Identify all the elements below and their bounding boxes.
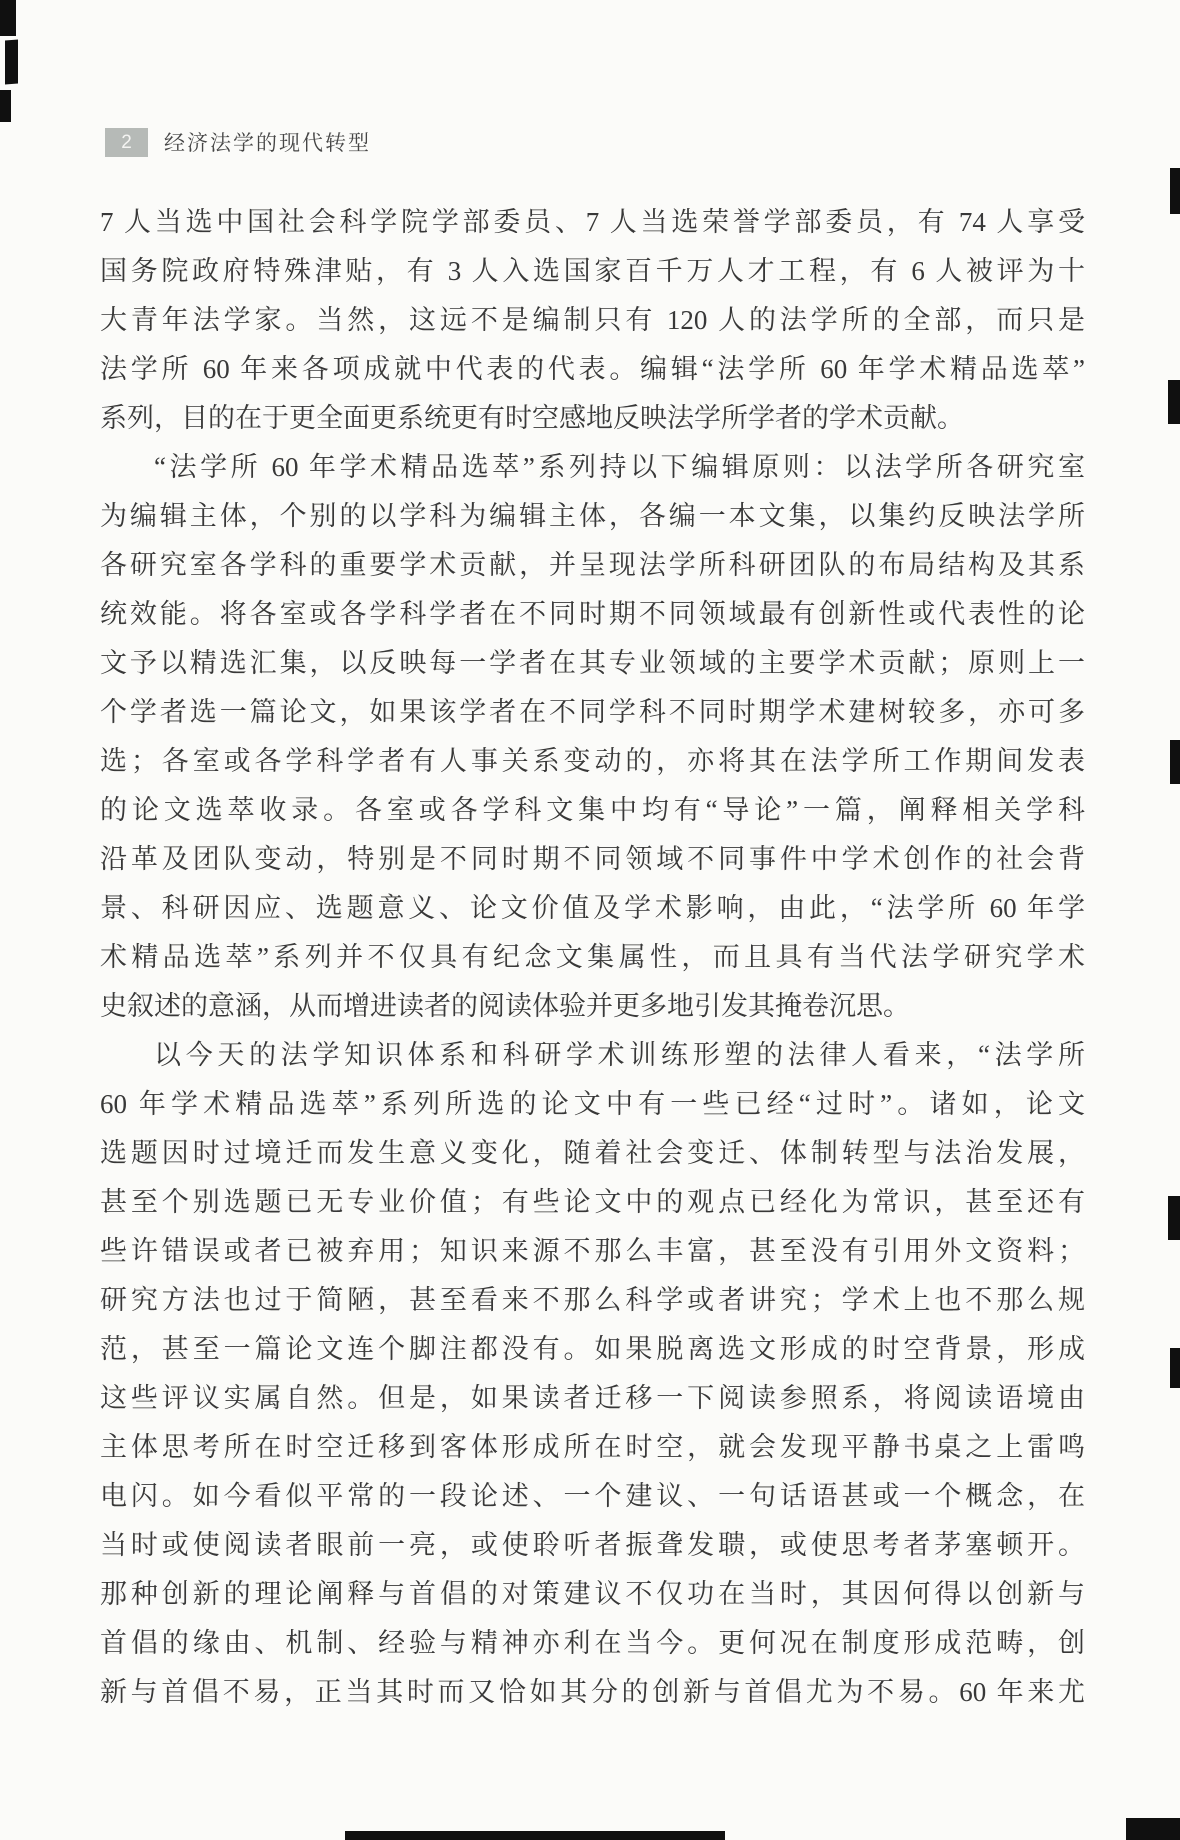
text-line: 大青年法学家。当然，这远不是编制只有 120 人的法学所的全部，而只是 [100, 305, 1085, 335]
paragraph [100, 443, 1085, 1031]
text-line: 新与首倡不易，正当其时而又恰如其分的创新与首倡尤为不易。60 年来尤 [100, 1677, 1085, 1707]
text-line: 研究方法也过于简陋，甚至看来不那么科学或者讲究；学术上也不那么规 [100, 1285, 1085, 1315]
text-line: 的论文选萃收录。各室或各学科文集中均有“导论”一篇，阐释相关学科 [100, 795, 1085, 825]
text-line: 以今天的法学知识体系和科研学术训练形塑的法律人看来，“法学所 [154, 1040, 1085, 1070]
page-header [105, 127, 371, 157]
text-line: 法学所 60 年来各项成就中代表的代表。编辑“法学所 60 年学术精品选萃” [100, 354, 1085, 384]
scan-artifact [1126, 1818, 1180, 1840]
text-line: “法学所 60 年学术精品选萃”系列持以下编辑原则：以法学所各研究室 [154, 452, 1085, 482]
text-line: 电闪。如今看似平常的一段论述、一个建议、一句话语甚或一个概念，在 [100, 1481, 1085, 1511]
text-line: 景、科研因应、选题意义、论文价值及学术影响，由此，“法学所 60 年学 [100, 893, 1085, 923]
text-line: 术精品选萃”系列并不仅具有纪念文集属性，而且具有当代法学研究学术 [100, 942, 1085, 972]
scan-artifact [1170, 1348, 1180, 1388]
text-line: 系列，目的在于更全面更系统更有时空感地反映法学所学者的学术贡献。 [100, 403, 964, 433]
scan-artifact [345, 1831, 725, 1840]
text-line: 选题因时过境迁而发生意义变化，随着社会变迁、体制转型与法治发展， [100, 1138, 1085, 1168]
text-line: 当时或使阅读者眼前一亮，或使聆听者振聋发聩，或使思考者茅塞顿开。 [100, 1530, 1085, 1560]
scan-artifact [1170, 168, 1180, 214]
body-text [100, 198, 1085, 1717]
text-line: 这些评议实属自然。但是，如果读者迁移一下阅读参照系，将阅读语境由 [100, 1383, 1085, 1413]
text-line: 7 人当选中国社会科学院学部委员、7 人当选荣誉学部委员，有 74 人享受 [100, 207, 1085, 237]
text-line: 甚至个别选题已无专业价值；有些论文中的观点已经化为常识，甚至还有 [100, 1187, 1085, 1217]
scan-artifact [1168, 380, 1180, 424]
running-title: 经济法学的现代转型 [164, 131, 371, 155]
scan-artifact [1170, 740, 1180, 784]
text-line: 个学者选一篇论文，如果该学者在不同学科不同时期学术建树较多，亦可多 [100, 697, 1085, 727]
text-line: 文予以精选汇集，以反映每一学者在其专业领域的主要学术贡献；原则上一 [100, 648, 1085, 678]
scan-artifact [5, 40, 18, 85]
text-line: 范，甚至一篇论文连个脚注都没有。如果脱离选文形成的时空背景，形成 [100, 1334, 1085, 1364]
text-line: 些许错误或者已被弃用；知识来源不那么丰富，甚至没有引用外文资料； [100, 1236, 1085, 1266]
text-line: 各研究室各学科的重要学术贡献，并呈现法学所科研团队的布局结构及其系 [100, 550, 1085, 580]
page-number-badge: 2 [105, 128, 148, 157]
text-line: 统效能。将各室或各学科学者在不同时期不同领域最有创新性或代表性的论 [100, 599, 1085, 629]
text-line: 沿革及团队变动，特别是不同时期不同领域不同事件中学术创作的社会背 [100, 844, 1085, 874]
text-line: 60 年学术精品选萃”系列所选的论文中有一些已经“过时”。诸如，论文 [100, 1089, 1085, 1119]
text-line: 为编辑主体，个别的以学科为编辑主体，各编一本文集，以集约反映法学所 [100, 501, 1085, 531]
paragraph [100, 1031, 1085, 1717]
scan-artifact [0, 90, 11, 122]
text-line: 那种创新的理论阐释与首倡的对策建议不仅功在当时，其因何得以创新与 [100, 1579, 1085, 1609]
paragraph [100, 198, 1085, 443]
text-line: 选；各室或各学科学者有人事关系变动的，亦将其在法学所工作期间发表 [100, 746, 1085, 776]
scan-artifact [1168, 1196, 1180, 1240]
text-line: 主体思考所在时空迁移到客体形成所在时空，就会发现平静书桌之上雷鸣 [100, 1432, 1085, 1462]
text-line: 首倡的缘由、机制、经验与精神亦利在当今。更何况在制度形成范畴，创 [100, 1628, 1085, 1658]
text-line: 史叙述的意涵，从而增进读者的阅读体验并更多地引发其掩卷沉思。 [100, 991, 910, 1021]
scan-artifact [0, 0, 16, 36]
text-line: 国务院政府特殊津贴，有 3 人入选国家百千万人才工程，有 6 人被评为十 [100, 256, 1085, 286]
